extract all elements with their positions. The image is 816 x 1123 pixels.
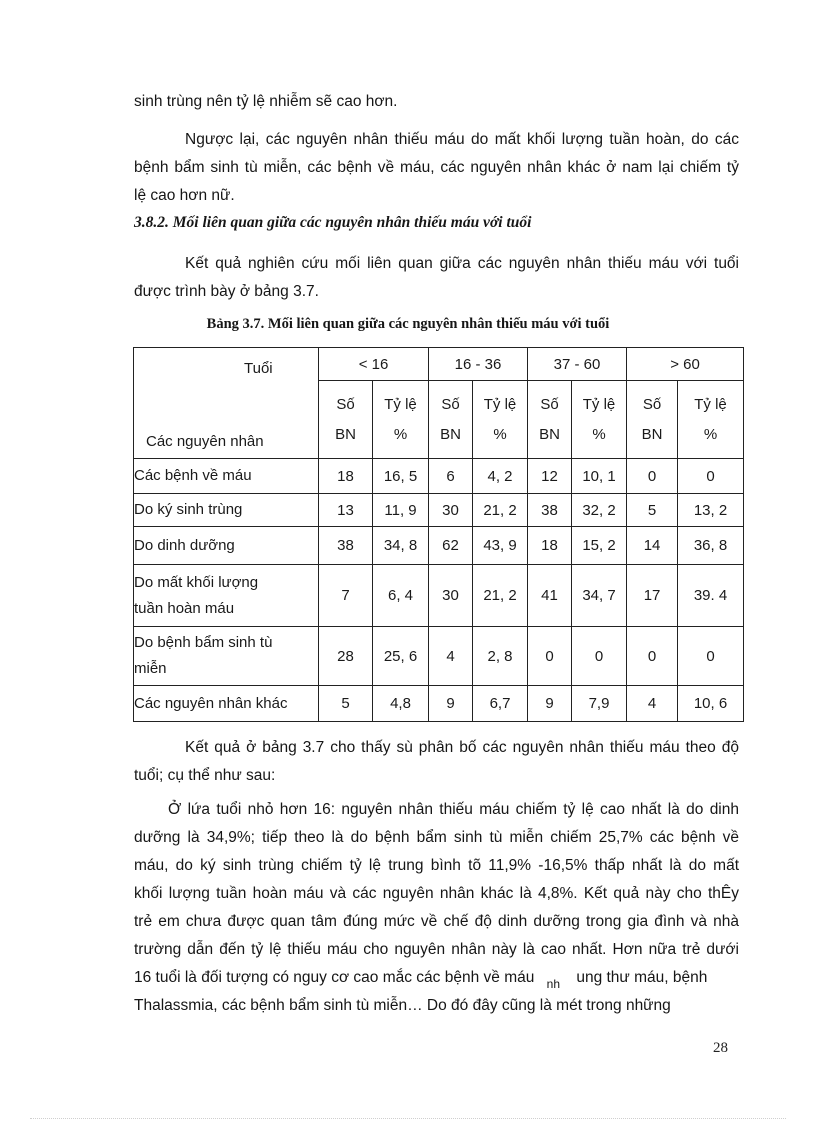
paragraph-line: được trình bày ở bảng 3.7. xyxy=(134,283,319,300)
table-cell: 0 xyxy=(627,627,678,686)
table-cell: 14 xyxy=(627,527,678,565)
table-cell: 2, 8 xyxy=(473,627,528,686)
table-cell: 7,9 xyxy=(572,686,627,722)
table-cell: 18 xyxy=(528,527,572,565)
table-cell: 9 xyxy=(429,686,473,722)
section-heading: 3.8.2. Mối liên quan giữa các nguyên nhân thiếu máu với tuổi xyxy=(134,214,532,231)
paragraph-line: bệnh bẩm sinh tù miễn, các bệnh về máu, các nguyên nhân khác ở nam lại chiếm tỷ xyxy=(134,159,739,176)
table-cell: 28 xyxy=(319,627,373,686)
table-cell: 13, 2 xyxy=(678,494,744,527)
percent-subheader: Tỷ lệ % xyxy=(373,381,429,459)
table-cell: 18 xyxy=(319,459,373,494)
count-subheader: Số BN xyxy=(429,381,473,459)
row-label: Các nguyên nhân khác xyxy=(134,686,319,722)
table-cell: 30 xyxy=(429,494,473,527)
paragraph-line: khối lượng tuần hoàn máu và các nguyên nhân khác là 4,8%. Kết quả này cho thÊy xyxy=(134,885,739,902)
table-cell: 41 xyxy=(528,565,572,627)
table-row xyxy=(134,459,744,494)
table-cell: 38 xyxy=(528,494,572,527)
table-cell: 6,7 xyxy=(473,686,528,722)
table-cell: 38 xyxy=(319,527,373,565)
table-cell: 11, 9 xyxy=(373,494,429,527)
row-label: Do mất khối lượng tuần hoàn máu xyxy=(134,565,319,627)
table-cell: 5 xyxy=(319,686,373,722)
paragraph-line: Kết quả ở bảng 3.7 cho thấy sù phân bố các nguyên nhân thiếu máu theo độ xyxy=(185,739,739,756)
count-subheader: Số BN xyxy=(627,381,678,459)
table-cell: 4, 2 xyxy=(473,459,528,494)
table-cell: 4 xyxy=(429,627,473,686)
table-cell: 0 xyxy=(627,459,678,494)
table-cell: 16, 5 xyxy=(373,459,429,494)
table-cell: 62 xyxy=(429,527,473,565)
age-group-header: < 16 xyxy=(319,348,429,381)
paragraph-line: 16 tuổi là đối tượng có nguy cơ cao mắc các bệnh về máu $_{nh}$ ung thư máu, bệnh xyxy=(134,969,708,991)
paragraph-line: Ngược lại, các nguyên nhân thiếu máu do mất khối lượng tuần hoàn, do các xyxy=(185,131,739,148)
count-subheader: Số BN xyxy=(319,381,373,459)
table-cell: 4 xyxy=(627,686,678,722)
corner-header-cell xyxy=(134,348,319,459)
row-label: Do bệnh bẩm sinh tù miễn xyxy=(134,627,319,686)
data-table xyxy=(133,347,744,722)
age-group-header: > 60 xyxy=(627,348,744,381)
table-cell: 34, 7 xyxy=(572,565,627,627)
paragraph-line: Thalassmia, các bệnh bẩm sinh tù miễn… Do đó đây cũng là mét trong những xyxy=(134,997,671,1014)
table-cell: 0 xyxy=(528,627,572,686)
table-cell: 6, 4 xyxy=(373,565,429,627)
paragraph-line: trẻ em chưa được quan tâm đúng mức về chế độ dinh dưỡng trong gia đình và nhà xyxy=(134,913,739,930)
paragraph-line: dưỡng là 34,9%; tiếp theo là do bệnh bẩm sinh tù miễn chiếm 25,7% các bệnh về xyxy=(134,829,739,846)
table-cell: 5 xyxy=(627,494,678,527)
table-caption: Bảng 3.7. Mối liên quan giữa các nguyên nhân thiếu máu với tuổi xyxy=(206,316,610,332)
table-cell: 30 xyxy=(429,565,473,627)
paragraph-line: máu, do ký sinh trùng chiếm tỷ lệ trung bình tõ 11,9% -16,5% thấp nhất là do mất xyxy=(134,857,739,874)
table-cell: 43, 9 xyxy=(473,527,528,565)
table-cell: 17 xyxy=(627,565,678,627)
percent-subheader: Tỷ lệ % xyxy=(572,381,627,459)
count-subheader: Số BN xyxy=(528,381,572,459)
percent-subheader: Tỷ lệ % xyxy=(678,381,744,459)
age-group-header: 37 - 60 xyxy=(528,348,627,381)
table-cell: 0 xyxy=(572,627,627,686)
paragraph-line: Kết quả nghiên cứu mối liên quan giữa các nguyên nhân thiếu máu với tuổi xyxy=(185,255,739,272)
table-cell: 36, 8 xyxy=(678,527,744,565)
table-row xyxy=(134,627,744,686)
paragraph-line: sinh trùng nên tỷ lệ nhiễm sẽ cao hơn. xyxy=(134,93,398,110)
table-cell: 4,8 xyxy=(373,686,429,722)
table-row xyxy=(134,527,744,565)
table-cell: 10, 1 xyxy=(572,459,627,494)
cause-axis-label: Các nguyên nhân xyxy=(146,433,264,450)
table-cell: 9 xyxy=(528,686,572,722)
table-cell: 0 xyxy=(678,627,744,686)
table-cell: 6 xyxy=(429,459,473,494)
page-number: 28 xyxy=(713,1040,728,1056)
table-cell: 15, 2 xyxy=(572,527,627,565)
paragraph-line: lệ cao hơn nữ. xyxy=(134,187,235,204)
row-label: Do dinh dưỡng xyxy=(134,527,319,565)
table-row xyxy=(134,494,744,527)
table-cell: 12 xyxy=(528,459,572,494)
age-group-header: 16 - 36 xyxy=(429,348,528,381)
table-cell: 21, 2 xyxy=(473,565,528,627)
paragraph-line: Ở lứa tuổi nhỏ hơn 16: nguyên nhân thiếu máu chiếm tỷ lệ cao nhất là do dinh xyxy=(168,801,739,818)
table-row xyxy=(134,565,744,627)
table-cell: 34, 8 xyxy=(373,527,429,565)
row-label: Các bệnh về máu xyxy=(134,459,319,494)
table-cell: 25, 6 xyxy=(373,627,429,686)
table-cell: 39. 4 xyxy=(678,565,744,627)
table-cell: 7 xyxy=(319,565,373,627)
page-bottom-divider xyxy=(30,1118,786,1119)
table-cell: 10, 6 xyxy=(678,686,744,722)
paragraph-line: tuổi; cụ thể như sau: xyxy=(134,767,276,784)
table-cell: 32, 2 xyxy=(572,494,627,527)
age-axis-label: Tuổi xyxy=(244,360,273,377)
table-row xyxy=(134,686,744,722)
row-label: Do ký sinh trùng xyxy=(134,494,319,527)
table-cell: 21, 2 xyxy=(473,494,528,527)
table-cell: 0 xyxy=(678,459,744,494)
paragraph-line: trường dẫn đến tỷ lệ thiếu máu cho nguyên nhân này là cao nhất. Hơn nữa trẻ dưới xyxy=(134,941,739,958)
percent-subheader: Tỷ lệ % xyxy=(473,381,528,459)
table-cell: 13 xyxy=(319,494,373,527)
